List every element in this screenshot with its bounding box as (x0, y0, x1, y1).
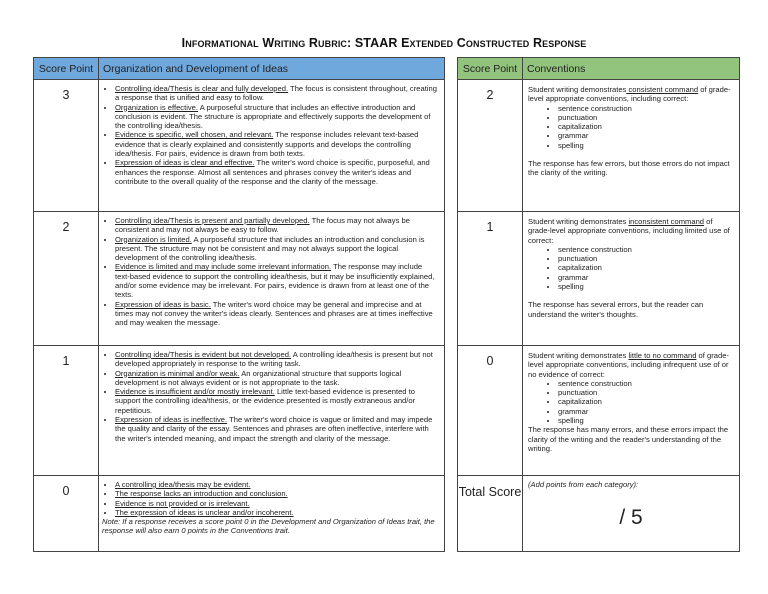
conventions-closing: The response has few errors, but those errors do not impact the clarity of the writing. (528, 159, 730, 178)
score-value: 0 (34, 476, 99, 552)
criterion-item: • Organization is effective. A purposeful structure that includes an effective introduction and conclusion is evident. The structure is appropriate and effectively supports the development of the controlling idea/thesis. (115, 103, 439, 131)
score-value: 1 (34, 346, 99, 476)
conventions-closing: The response has several errors, but the reader can understand the writer's thoughts. (528, 300, 704, 319)
criteria-cell (99, 346, 445, 476)
criterion-item: • The expression of ideas is unclear and/or incoherent. (115, 508, 439, 517)
total-score-cell (523, 476, 740, 552)
convention-item: • sentence construction (558, 104, 734, 113)
score-value: 2 (458, 80, 523, 212)
convention-item: • sentence construction (558, 379, 734, 388)
convention-item: • grammar (558, 273, 734, 282)
convention-item: • spelling (558, 416, 734, 425)
score-point-header: Score Point (34, 58, 99, 80)
convention-item: • sentence construction (558, 245, 734, 254)
total-score-out-of: / 5 (619, 506, 643, 529)
organization-header: Organization and Development of Ideas (99, 58, 445, 80)
page-title: Informational Writing Rubric: STAAR Extended Constructed Response (181, 36, 587, 50)
criterion-item: • Evidence is insufficient and/or mostly irrelevant. Little text-based evidence is presented to support the controlling idea/thesis, or the evidence presented is mostly extraneous and/or repetitious. (115, 387, 439, 415)
convention-item: • capitalization (558, 122, 734, 131)
convention-item: • spelling (558, 282, 734, 291)
criterion-item: • Evidence is limited and may include some irrelevant information. The response may include text-based evidence to support the controlling idea/thesis, but it may be insufficiently explained, and/or some evidence may be irrelevant. For pairs, evidence is drawn from at least one of the texts. (115, 262, 439, 299)
organization-row-3 (34, 80, 445, 212)
conventions-row-0 (458, 346, 740, 476)
convention-item: • punctuation (558, 113, 734, 122)
convention-item: • punctuation (558, 388, 734, 397)
convention-item: • grammar (558, 407, 734, 416)
criterion-item: • Organization is minimal and/or weak. An organizational structure that supports logical development is not always evident or is not appropriate to the task. (115, 369, 439, 388)
organization-rubric-table (33, 57, 445, 552)
criterion-item: • Organization is limited. A purposeful structure that includes an introduction and conclusion is present. The structure may not be consistent and may not always support the logical development of the controlling idea/thesis. (115, 235, 439, 263)
organization-row-1 (34, 346, 445, 476)
organization-row-0 (34, 476, 445, 552)
score-value: 2 (34, 212, 99, 346)
conventions-closing: The response has many errors, and these errors impact the clarity of the writing and the reader's understanding of the writing. (528, 425, 729, 453)
convention-item: • grammar (558, 131, 734, 140)
criterion-item: • Evidence is specific, well chosen, and relevant. The response includes relevant text-based evidence that is clearly explained and consistently supports and develops the controlling idea/thesis. For pairs, evidence is drawn from both texts. (115, 130, 439, 158)
score-value: 1 (458, 212, 523, 346)
criterion-item: • Expression of ideas is ineffective. The writer's word choice is vague or limited and may impede the quality and clarity of the essay. Sentences and phrases are often ineffective, interfere with the writer's intended meaning, and impact the strength and clarity of the message. (115, 415, 439, 443)
score-value: 0 (458, 346, 523, 476)
score-point-header: Score Point (458, 58, 523, 80)
conventions-cell (523, 80, 740, 212)
convention-item: • spelling (558, 141, 734, 150)
criterion-item: • Expression of ideas is clear and effective. The writer's word choice is specific, purposeful, and enhances the response. Almost all sentences and phrases convey the writer's ideas and contribute to the overall quality of the response and the clarity of the message. (115, 158, 439, 186)
conventions-header-row (458, 58, 740, 80)
organization-header-row (34, 58, 445, 80)
total-score-row (458, 476, 740, 552)
criterion-item: • Controlling idea/Thesis is evident but not developed. A controlling idea/thesis is present but not developed appropriately in response to the writing task. (115, 350, 439, 369)
convention-item: • capitalization (558, 397, 734, 406)
total-score-hint: (Add points from each category): (528, 480, 639, 489)
criterion-item: • Controlling idea/Thesis is clear and fully developed. The focus is consistent throughout, creating a response that is unified and easy to follow. (115, 84, 439, 103)
organization-row-2 (34, 212, 445, 346)
conventions-row-2 (458, 80, 740, 212)
conventions-rubric-table (457, 57, 740, 552)
conventions-intro: Student writing demonstrates little to no command of grade-level appropriate conventions, including infrequent use of or no evidence of correct: (528, 351, 729, 379)
criteria-cell (99, 212, 445, 346)
total-score-label: Total Score (458, 476, 523, 552)
criterion-item: • The response lacks an introduction and conclusion. (115, 489, 439, 498)
conventions-row-1 (458, 212, 740, 346)
conventions-intro: Student writing demonstrates consistent command of grade-level appropriate conventions, including correct: (528, 85, 731, 104)
criterion-item: • Evidence is not provided or is irrelevant. (115, 499, 439, 508)
conventions-intro: Student writing demonstrates inconsistent command of grade-level appropriate conventions, including limited use of correct: (528, 217, 730, 245)
criterion-item: • A controlling idea/thesis may be evident. (115, 480, 439, 489)
conventions-header: Conventions (523, 58, 740, 80)
conventions-cell (523, 212, 740, 346)
score-value: 3 (34, 80, 99, 212)
criteria-cell (99, 80, 445, 212)
convention-item: • punctuation (558, 254, 734, 263)
conventions-cell (523, 346, 740, 476)
criterion-item: • Controlling idea/Thesis is present and partially developed. The focus may not always be consistent and may not always be easy to follow. (115, 216, 439, 235)
criteria-cell (99, 476, 445, 552)
convention-item: • capitalization (558, 263, 734, 272)
criterion-item: • Expression of ideas is basic. The writer's word choice may be general and imprecise and at times may not convey the writer's ideas clearly. Sentences and phrases are at times ineffective and may weaken the message. (115, 300, 439, 328)
score-zero-note: Note: If a response receives a score point 0 in the Development and Organization of Ideas trait, the response will also earn 0 points in the Conventions trait. (102, 517, 435, 536)
